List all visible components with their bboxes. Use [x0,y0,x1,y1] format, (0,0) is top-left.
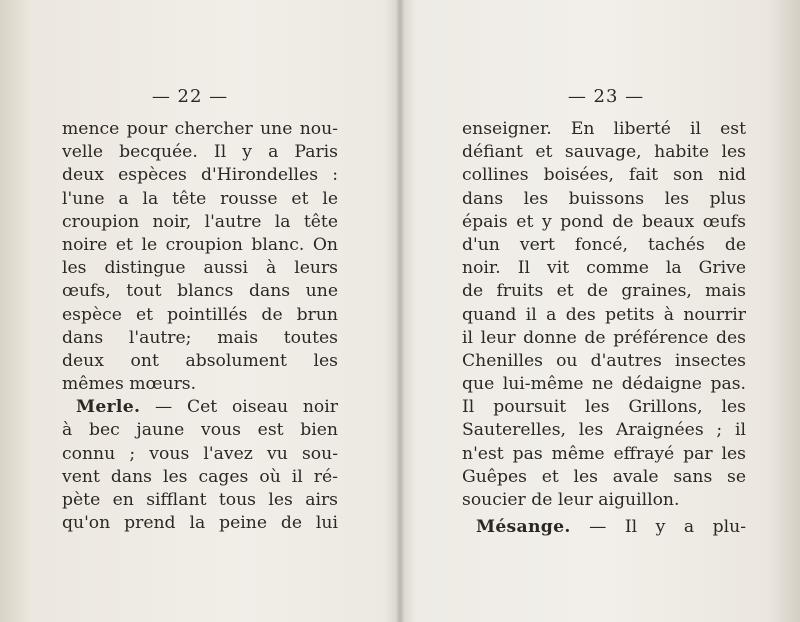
text-line: noir. Il vit comme la Grive [462,258,746,279]
text-line: dans les buissons les plus [462,188,746,209]
text-line: deux ont absolument les [62,350,338,371]
left-page [0,0,398,622]
text-line: croupion noir, l'autre la tête [62,211,338,232]
text-line: Chenilles ou d'autres insectes [462,350,746,371]
text-line: collines boisées, fait son nid [462,165,746,186]
text-line: œufs, tout blancs dans une [62,281,338,302]
text-fragment: — Cet oiseau noir [140,397,338,418]
right-page-text [462,118,746,539]
text-line: à bec jaune vous est bien [62,420,338,441]
section-heading-merle: Merle. [76,397,141,418]
right-page [402,0,800,622]
text-line: épais et y pond de beaux œufs [462,211,746,232]
text-line: soucier de leur aiguillon. [462,490,680,510]
text-line: deux espèces d'Hirondelles : [62,165,338,186]
text-line: il leur donne de préférence des [462,327,746,348]
text-line: d'un vert foncé, tachés de [462,234,746,255]
text-line: mêmes mœurs. [62,374,197,395]
text-line: les distingue aussi à leurs [62,258,338,279]
text-line: mence pour chercher une nou- [62,119,338,139]
text-line: espèce et pointillés de brun [62,304,338,325]
page-number-right: — 23 — [567,86,645,107]
text-line: défiant et sauvage, habite les [462,142,746,163]
text-line: n'est pas même effrayé par les [462,443,746,464]
text-line: pète en sifflant tous les airs [62,490,338,510]
text-line: connu ; vous l'avez vu sou- [62,443,338,464]
text-line: qu'on prend la peine de lui [62,513,338,534]
page-number-left: — 22 — [151,86,229,107]
section-heading-mesange: Mésange. [476,517,571,538]
text-line: Il poursuit les Grillons, les [462,397,746,418]
text-line: vent dans les cages où il ré- [62,466,338,487]
text-line: velle becquée. Il y a Paris [62,142,338,163]
text-line: Guêpes et les avale sans se [462,466,746,487]
section-mesange-first-line [462,516,746,539]
text-line: de fruits et de graines, mais [462,281,746,302]
text-line: dans l'autre; mais toutes [62,327,338,348]
left-page-text [62,118,338,535]
text-fragment: — Il y a plu- [570,517,746,538]
text-line: quand il a des petits à nourrir [462,304,746,325]
section-merle-first-line [62,396,338,419]
text-line: Sauterelles, les Araignées ; il [462,420,746,441]
text-line: l'une a la tête rousse et le [62,188,338,209]
text-line: enseigner. En liberté il est [462,119,746,139]
text-line: noire et le croupion blanc. On [62,234,338,255]
text-line: que lui-même ne dédaigne pas. [462,374,746,395]
